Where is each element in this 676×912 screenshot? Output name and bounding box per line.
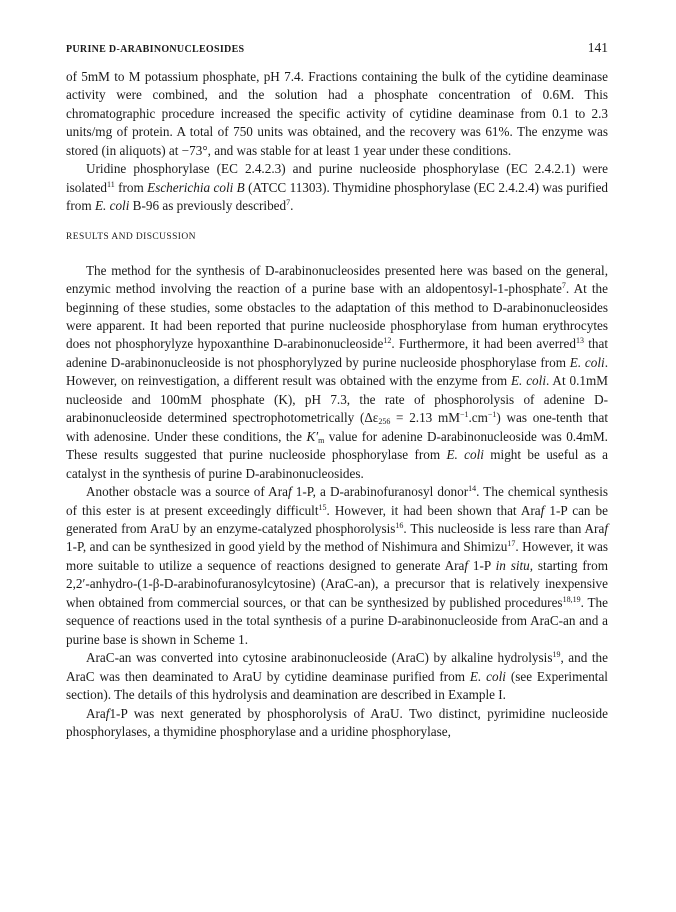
page-number: 141 <box>587 40 608 55</box>
running-title: PURINE D-ARABINONUCLEOSIDES <box>66 44 245 55</box>
paragraph-6: Araf1-P was next generated by phosphorolysis of AraU. Two distinct, pyrimidine nucleoside phosphorylases, a thymidine phosphorylase and a uridine phosphorylase, <box>66 705 608 739</box>
paragraph-4: Another obstacle was a source of Araf 1-P, a D-arabinofuranosyl donor$^{14}$. The chemical synthesis of this ester is at present exceedingly difficult$^{15}$. However, it had been shown that Araf 1-P can be generated from AraU by an enzyme-catalyzed phosphorolysis$^{16}$. This nucleoside is less rare than Araf 1-P, and can be synthesized in good yield by the method of Nishimura and Shimizu$^{17}$. However, it was more suitable to utilize a sequence of reactions designed to generate Araf 1-P in situ, starting from 2,2′-anhydro-(1-β-D-arabinofuranosylcytosine) (AraC-an), a precursor that is relatively inexpensive when obtained from commercial sources, or that can be synthesized by published procedures$^{18,19}$. The sequence of reactions used in the total synthesis of a purine D-arabinonucleoside from AraC-an and a purine base is shown in Scheme 1. <box>66 484 609 647</box>
paragraph-3: The method for the synthesis of D-arabinonucleosides presented here was based on the general, enzymic method involving the reaction of a purine base with an aldopentosyl-1-phosphate$^7$. At the beginning of these studies, some obstacles to the adaptation of this method to D-arabinonucleosides were apparent. It had been reported that purine nucleoside phosphorylase from human erythrocytes does not phosphorylyze hypoxanthine D-arabinonucleoside$^{12}$. Furthermore, it had been averred$^{13}$ that adenine D-arabinonucleoside is not phosphorylyzed by purine nucleoside phosphorylase from E. coli. However, on reinvestigation, a different result was obtained with the enzyme from E. coli. At 0.1mM nucleoside and 100mM phosphate (K), pH 7.3, the rate of phosphorolysis of adenine D-arabinonucleoside determined spectrophotometrically ($\Delta\varepsilon_{256} = 2.13$ $mM^{-1}.cm^{-1}$) was one-tenth that with adenosine. Under these conditions, the $K'_m$ value for adenine D-arabinonucleoside was 0.4mM. These results suggested that purine nucleoside phosphorylase from E. coli might be useful as a catalyst in the synthesis of purine D-arabinonucleosides. <box>66 262 609 481</box>
page-header <box>66 40 608 56</box>
paragraph-2: Uridine phosphorylase (EC 2.4.2.3) and purine nucleoside phosphorylase (EC 2.4.2.1) were isolated$^{11}$ from Escherichia coli B (ATCC 11303). Thymidine phosphorylase (EC 2.4.2.4) was purified from E. coli B-96 as previously described$^7$. <box>66 161 609 214</box>
paragraph-5: AraC-an was converted into cytosine arabinonucleoside (AraC) by alkaline hydrolysis$^{19}$, and the AraC was then deaminated to AraU by cytidine deaminase purified from E. coli (see Experimental section). The details of this hydrolysis and deamination are described in Example I. <box>66 650 608 703</box>
paragraph-1: of 5mM to M potassium phosphate, pH 7.4. Fractions containing the bulk of the cytidine deaminase activity were combined, and the solution had a phosphate concentration of 0.6M. This chromatographic procedure increased the specific activity of cytidine deaminase from 0.1 to 2.3 units/mg of protein. A total of 750 units was obtained, and the recovery was 61%. The enzyme was stored (in aliquots) at −73°, and was stable for at least 1 year under these conditions. <box>66 69 608 158</box>
section-heading: RESULTS AND DISCUSSION <box>66 231 196 242</box>
